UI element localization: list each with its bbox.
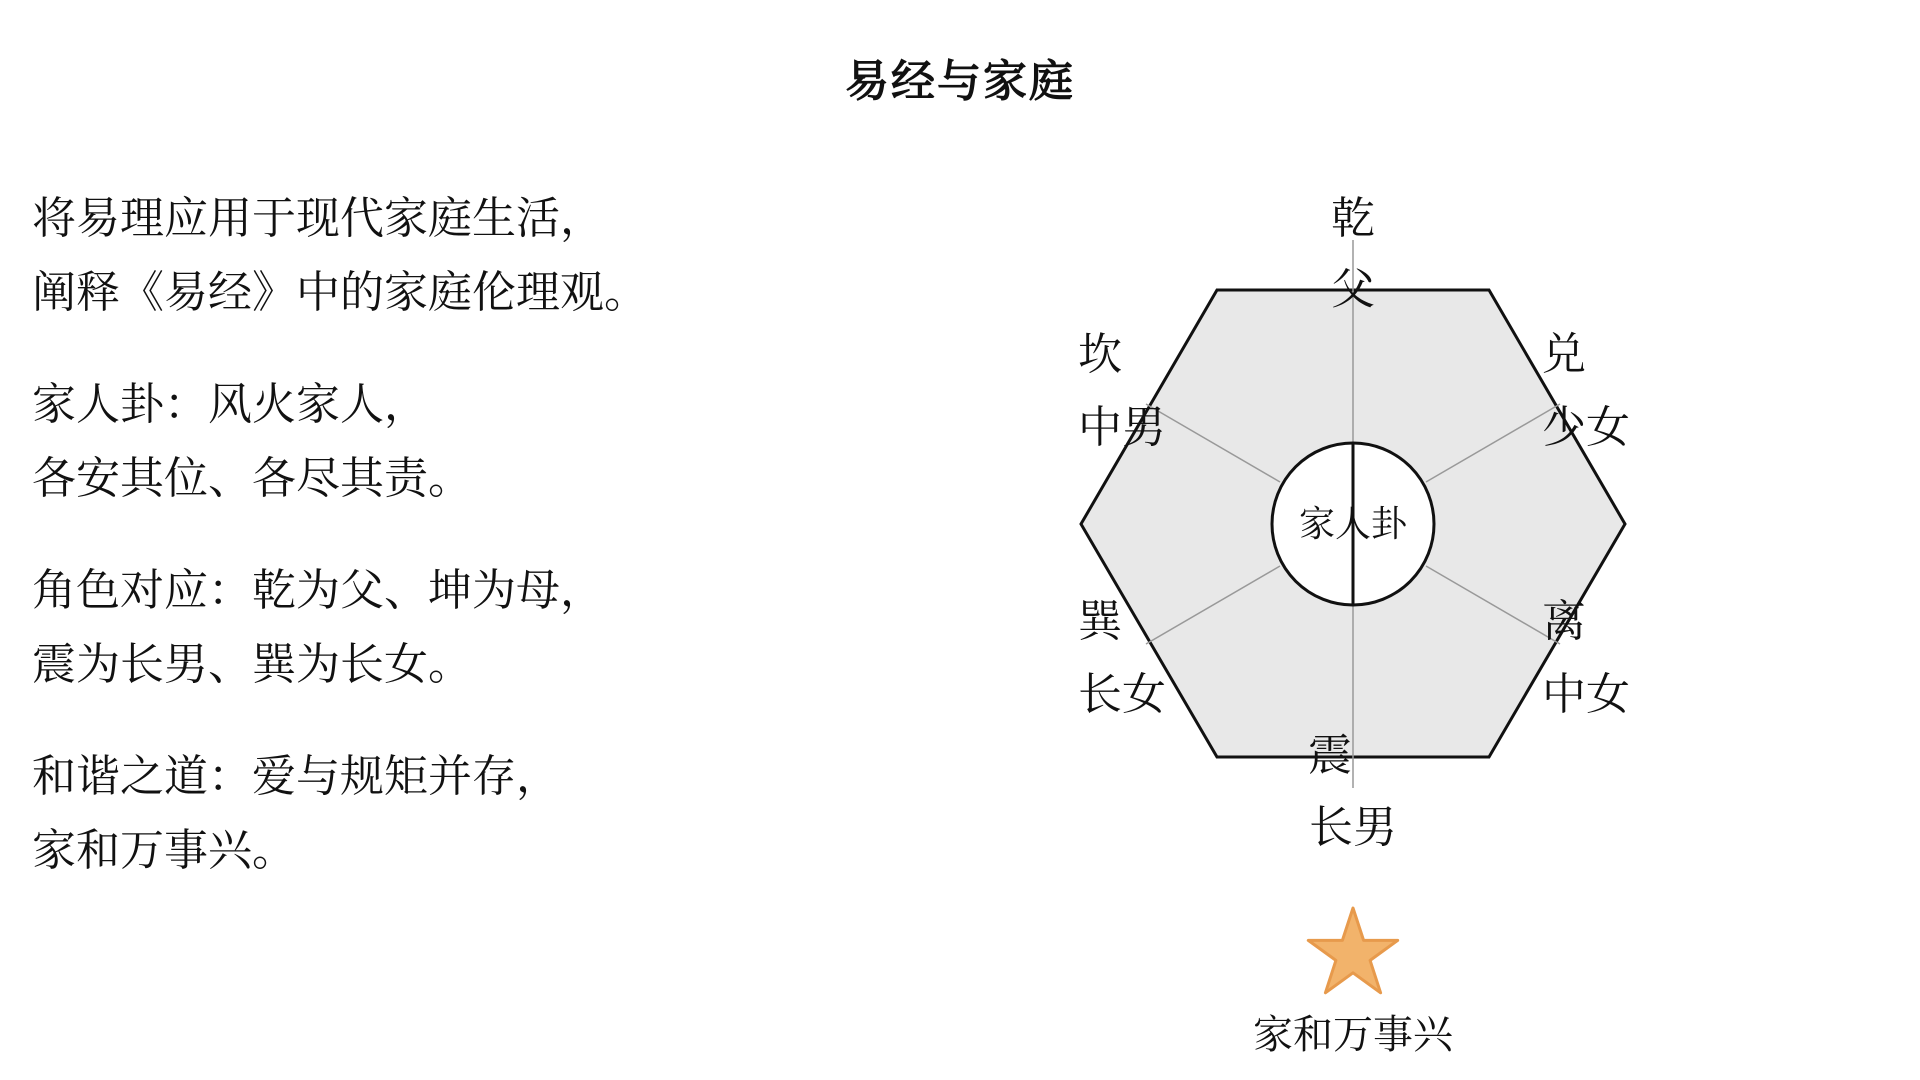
trigram-xun-role: 长女 bbox=[1078, 669, 1166, 720]
paragraph-line: 将易理应用于现代家庭生活， bbox=[32, 193, 604, 244]
paragraph-line: 和谐之道：爱与规矩并存， bbox=[32, 751, 560, 802]
trigram-qian-role: 父 bbox=[1331, 264, 1375, 315]
trigram-li-name: 离 bbox=[1542, 596, 1586, 647]
center-label: 家人卦 bbox=[1298, 504, 1408, 545]
paragraph-line: 震为长男、巽为长女。 bbox=[32, 639, 472, 690]
paragraph-line: 各安其位、各尽其责。 bbox=[32, 453, 472, 504]
trigram-zhen-role: 长男 bbox=[1309, 802, 1397, 853]
trigram-xun-name: 巽 bbox=[1078, 596, 1122, 647]
paragraph-line: 家人卦：风火家人， bbox=[32, 379, 428, 430]
star-icon bbox=[1308, 908, 1397, 993]
trigram-li-role: 中女 bbox=[1542, 669, 1630, 720]
trigram-dui-name: 兑 bbox=[1542, 329, 1586, 380]
trigram-dui-role: 少女 bbox=[1542, 402, 1630, 453]
trigram-kan-role: 中男 bbox=[1078, 402, 1166, 453]
paragraph-line: 阐释《易经》中的家庭伦理观。 bbox=[32, 267, 648, 318]
trigram-kan-name: 坎 bbox=[1078, 329, 1122, 380]
paragraph-line: 家和万事兴。 bbox=[32, 825, 296, 876]
paragraph-line: 角色对应：乾为父、坤为母， bbox=[32, 565, 604, 616]
page-title: 易经与家庭 bbox=[845, 56, 1075, 107]
star-caption: 家和万事兴 bbox=[1253, 1012, 1453, 1058]
trigram-qian-name: 乾 bbox=[1331, 193, 1375, 244]
trigram-zhen-name: 震 bbox=[1308, 730, 1352, 781]
